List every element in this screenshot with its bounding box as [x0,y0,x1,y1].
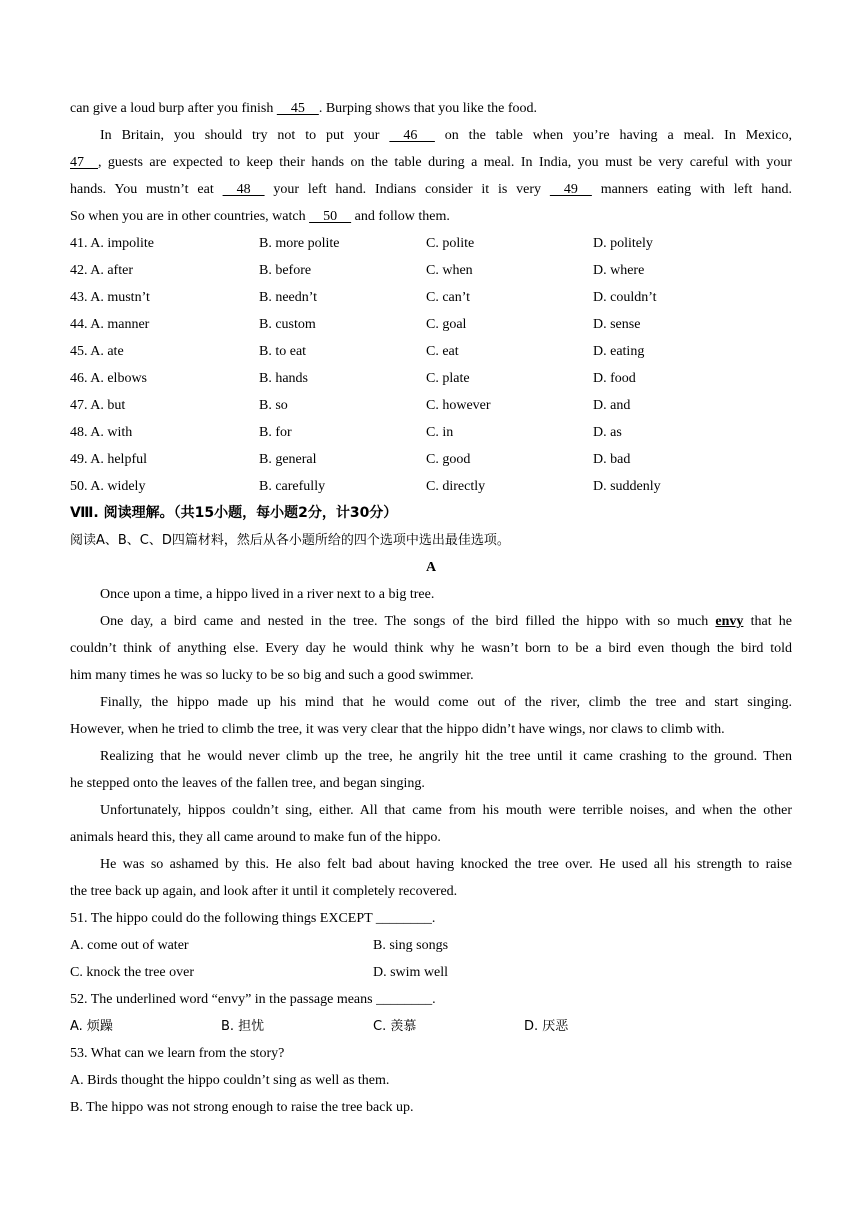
passage-line: One day, a bird came and nested in the tree. The songs of the bird filled the hippo with so much envy that he [100,614,792,629]
blank-46: 46 [389,128,435,143]
passage-label: A [425,560,437,575]
blank-49: 49 [549,182,592,197]
cloze-line-3: 47 , guests are expected to keep their hands on the table during a meal. In India, you must be very careful with your [70,149,792,176]
option-row-42: 42. A. after B. before C. when D. where [70,263,645,278]
cloze-options [70,230,792,500]
blank-48: 48 [222,182,265,197]
question-52-options: A. 烦躁 B. 担忧 C. 羡慕 D. 厌恶 [70,1019,569,1034]
underlined-word-envy: envy [715,614,744,629]
cloze-line-2: In Britain, you should try not to put your 46 on the table when you’re having a meal. In Mexico, [70,122,792,149]
passage-line: He was so ashamed by this. He also felt bad about having knocked the tree over. He used all his strength to raise [100,857,792,872]
passage-line: couldn’t think of anything else. Every day he would think why he wasn’t born to be a bird even though the bird told [70,641,792,656]
passage-line: the tree back up again, and look after it until it completely recovered. [70,884,458,899]
option-row-41: 41. A. impolite B. more polite C. polite D. politely [70,236,653,251]
section-heading: Ⅷ. 阅读理解。（共15小题，每小题2分，计30分） [70,505,398,521]
question-53-option-b: B. The hippo was not strong enough to raise the tree back up. [70,1100,414,1115]
passage-line: Unfortunately, hippos couldn’t sing, either. All that came from his mouth were terrible noises, and when the other [100,803,792,818]
passage-line: animals heard this, they all came around to make fun of the hippo. [70,830,441,845]
cloze-line-1: can give a loud burp after you finish 45 . Burping shows that you like the food. [70,95,792,122]
exam-page [70,95,792,1121]
passage-line: Finally, the hippo made up his mind that he would come out of the river, climb the tree and start singing. [100,695,792,710]
passage-a [70,581,792,905]
questions [70,905,792,1121]
cloze-line-5: So when you are in other countries, watch 50 and follow them. [70,203,792,230]
cloze-line-4: hands. You mustn’t eat 48 your left hand. Indians consider it is very 49 manners eating with left hand. [70,176,792,203]
option-row-44: 44. A. manner B. custom C. goal D. sense [70,317,641,332]
option-row-45: 45. A. ate B. to eat C. eat D. eating [70,344,645,359]
option-row-43: 43. A. mustn’t B. needn’t C. can’t D. couldn’t [70,290,657,305]
question-53-option-a: A. Birds thought the hippo couldn’t sing as well as them. [70,1073,390,1088]
passage-line: him many times he was so lucky to be so big and such a good swimmer. [70,668,474,683]
question-53: 53. What can we learn from the story? [70,1046,285,1061]
option-row-50: 50. A. widely B. carefully C. directly D. suddenly [70,479,661,494]
blank-47: 47 [70,155,98,170]
option-row-49: 49. A. helpful B. general C. good D. bad [70,452,631,467]
question-51: 51. The hippo could do the following things EXCEPT ________. [70,911,436,926]
question-51-options-ab: A. come out of water B. sing songs [70,938,449,953]
blank-45: 45 [276,101,319,116]
question-52: 52. The underlined word “envy” in the passage means ________. [70,992,436,1007]
question-51-options-cd: C. knock the tree over D. swim well [70,965,449,980]
passage-line: However, when he tried to climb the tree, it was very clear that the hippo didn’t have wings, nor claws to climb with. [70,722,725,737]
blank-50: 50 [309,209,352,224]
section-instruction: 阅读A、B、C、D四篇材料，然后从各小题所给的四个选项中选出最佳选项。 [70,533,510,548]
passage-line: he stepped onto the leaves of the fallen tree, and began singing. [70,776,425,791]
option-row-46: 46. A. elbows B. hands C. plate D. food [70,371,636,386]
option-row-48: 48. A. with B. for C. in D. as [70,425,622,440]
passage-line: Realizing that he would never climb up the tree, he angrily hit the tree until it came crashing to the ground. Then [100,749,792,764]
passage-line: Once upon a time, a hippo lived in a river next to a big tree. [100,587,435,602]
option-row-47: 47. A. but B. so C. however D. and [70,398,631,413]
